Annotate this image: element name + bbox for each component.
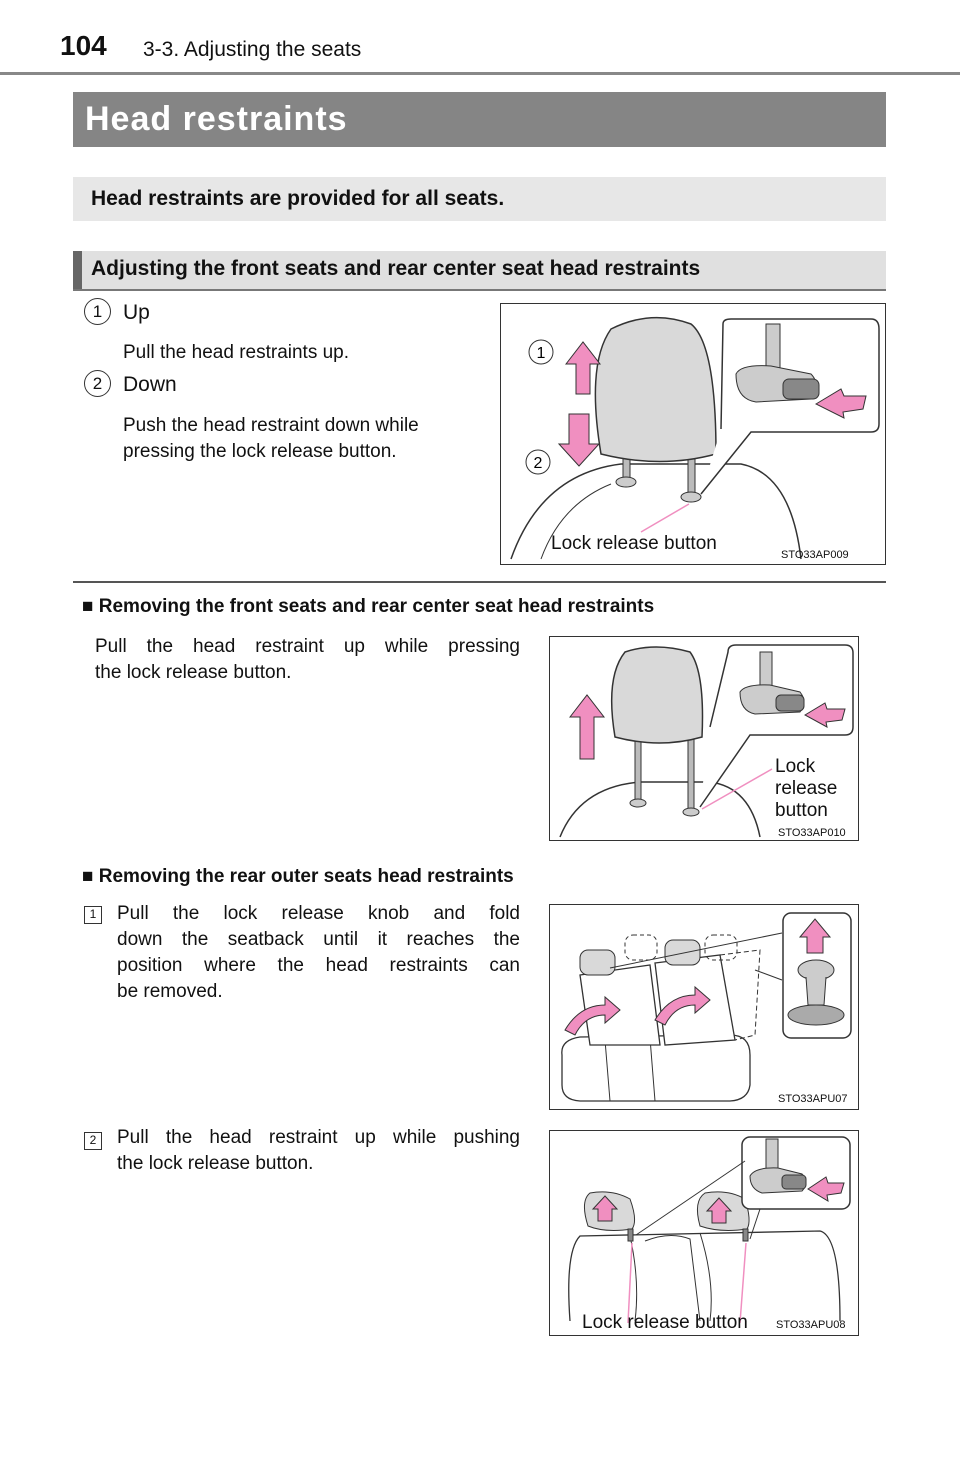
rear-step-number-2: 2 (84, 1132, 102, 1150)
step-text-down-line1: Push the head restraint down while (123, 415, 419, 436)
headrest-adjust-illustration (501, 304, 884, 563)
rear-step1-line3: position where the head restraints can (117, 955, 520, 976)
step-text-up: Pull the head restraints up. (123, 342, 350, 363)
subsection-title: Adjusting the front seats and rear center seat head restraints (91, 257, 701, 280)
removing-rear-heading-text: Removing the rear outer seats head restraints (98, 866, 514, 887)
rear-step2-line1: Pull the head restraint up while pushing (117, 1127, 520, 1148)
page-title-bar (73, 92, 886, 147)
figure2-callout-line1: Lock (775, 756, 816, 777)
step-title-down: Down (123, 373, 177, 396)
rear-seatback-illustration (550, 905, 857, 1108)
section-divider (73, 581, 886, 583)
section-title: 3-3. Adjusting the seats (143, 38, 362, 61)
figure-front-removal (549, 636, 859, 841)
step-number-1: 1 (84, 298, 111, 325)
step-number-2: 2 (84, 370, 111, 397)
figure3-code: STO33APU07 (778, 1093, 848, 1105)
figure1-callout: Lock release button (551, 533, 717, 554)
step-text-down-line2: pressing the lock release button. (123, 441, 397, 462)
subsection-bar (73, 251, 886, 289)
figure2-code: STO33AP010 (778, 827, 846, 839)
figure4-callout: Lock release button (582, 1312, 748, 1333)
bullet-glyph: ■ (82, 596, 94, 617)
page-title: Head restraints (85, 100, 348, 138)
rear-step1-line4: be removed. (117, 981, 223, 1002)
header-divider (0, 72, 960, 75)
figure-headrest-adjust (500, 303, 886, 565)
removing-front-heading-text: Removing the front seats and rear center seat head restraints (98, 596, 655, 617)
removing-front-text-line1: Pull the head restraint up while pressing (95, 636, 520, 657)
page-number: 104 (60, 30, 107, 61)
figure4-code: STO33APU08 (776, 1319, 846, 1331)
intro-text: Head restraints are provided for all seats. (91, 187, 505, 210)
subsection-accent (73, 251, 82, 289)
removing-front-heading (82, 596, 654, 618)
rear-removal-illustration (550, 1131, 857, 1334)
bullet-glyph: ■ (82, 866, 94, 887)
rear-step1-line2: down the seatback until it reaches the (117, 929, 520, 950)
removing-front-text (95, 634, 520, 686)
figure2-callout-line2: release (775, 778, 838, 799)
figure-rear-removal (549, 1130, 859, 1336)
subsection-rule (73, 289, 886, 291)
rear-step2-text (117, 1125, 520, 1177)
removing-front-text-line2: the lock release button. (95, 662, 292, 683)
rear-step-number-1: 1 (84, 906, 102, 924)
front-removal-illustration (550, 637, 857, 839)
removing-rear-heading (82, 866, 514, 888)
figure1-code: STO33AP009 (781, 549, 849, 561)
rear-step1-text (117, 901, 520, 1005)
figure-rear-seatback (549, 904, 859, 1110)
figure1-marker-2: 2 (533, 455, 543, 472)
figure1-marker-1: 1 (536, 345, 546, 362)
rear-step1-line1: Pull the lock release knob and fold (117, 903, 520, 924)
step-title-up: Up (123, 301, 150, 324)
rear-step2-line2: the lock release button. (117, 1153, 314, 1174)
figure2-callout-line3: button (775, 800, 828, 821)
intro-bar (73, 177, 886, 221)
